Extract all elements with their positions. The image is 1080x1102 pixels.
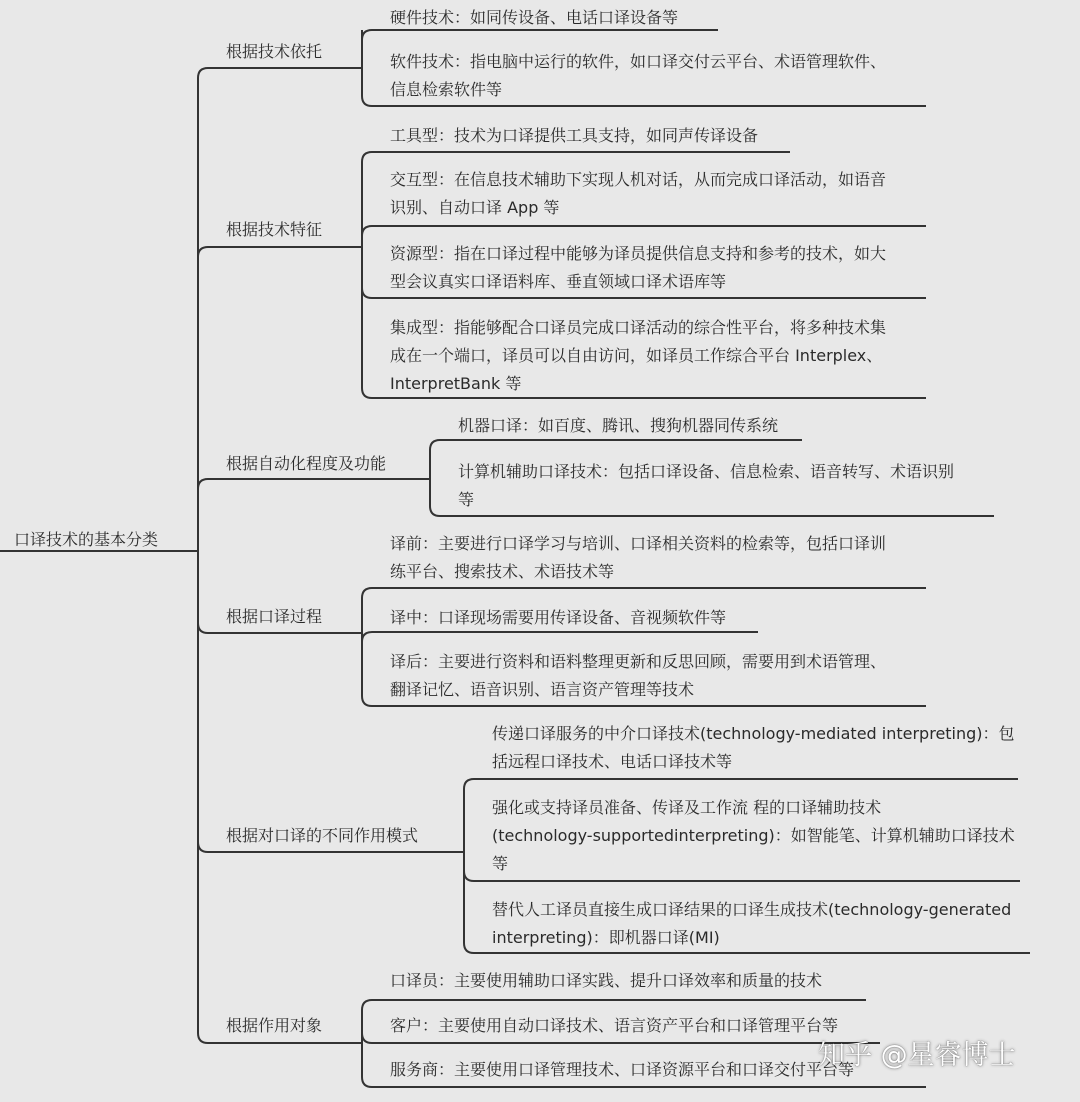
leaf-text: 等	[492, 854, 509, 873]
leaf-text: 信息检索软件等	[390, 80, 503, 99]
leaf-text: 计算机辅助口译技术：包括口译设备、信息检索、语音转写、术语识别	[458, 462, 955, 481]
leaf-text: 机器口译：如百度、腾讯、搜狗机器同传系统	[458, 416, 779, 435]
root-node: 口译技术的基本分类	[14, 530, 159, 549]
leaf-text: 强化或支持译员准备、传译及工作流 程的口译辅助技术	[492, 798, 882, 817]
leaf-text: (technology-supportedinterpreting)：如智能笔、计算机辅助口译技术	[492, 826, 1015, 845]
leaf-text: 练平台、搜索技术、术语技术等	[390, 562, 615, 581]
leaf-text: 替代人工译员直接生成口译结果的口译生成技术(technology-generated	[492, 900, 1012, 919]
leaf-text: 口译员：主要使用辅助口译实践、提升口译效率和质量的技术	[390, 971, 823, 990]
branch-label: 根据口译过程	[226, 607, 323, 626]
leaf-text: 软件技术：指电脑中运行的软件，如口译交付云平台、术语管理软件、	[390, 52, 887, 71]
leaf-text: 型会议真实口译语料库、垂直领域口译术语库等	[390, 272, 727, 291]
leaf-text: 成在一个端口，译员可以自由访问，如译员工作综合平台 Interplex、	[390, 346, 883, 365]
leaf-text: 交互型：在信息技术辅助下实现人机对话，从而完成口译活动，如语音	[390, 170, 887, 189]
leaf-text: 翻译记忆、语音识别、语言资产管理等技术	[390, 680, 695, 699]
leaf-text: 译前：主要进行口译学习与培训、口译相关资料的检索等，包括口译训	[390, 534, 887, 553]
leaf-text: 工具型：技术为口译提供工具支持，如同声传译设备	[390, 126, 759, 145]
leaf-text: InterpretBank 等	[390, 374, 522, 393]
leaf-text: 识别、自动口译 App 等	[390, 198, 560, 217]
leaf-underline	[464, 779, 1018, 789]
leaf-underline	[362, 1000, 866, 1010]
branch-connector	[198, 68, 362, 78]
leaf-text: 客户：主要使用自动口译技术、语言资产平台和口译管理平台等	[390, 1016, 839, 1035]
leaf-underline	[430, 440, 802, 450]
watermark: 知乎 @星睿博士	[818, 1040, 1016, 1071]
branch-label: 根据对口译的不同作用模式	[226, 826, 419, 845]
leaf-text: 集成型：指能够配合口译员完成口译活动的综合性平台，将多种技术集	[390, 318, 887, 337]
leaf-underline	[362, 632, 758, 642]
branch-label: 根据技术依托	[226, 42, 323, 61]
leaf-text: 译后：主要进行资料和语料整理更新和反思回顾，需要用到术语管理、	[390, 652, 887, 671]
branch-connector	[198, 247, 362, 257]
branch-label: 根据作用对象	[226, 1016, 323, 1035]
leaf-underline	[464, 871, 1020, 881]
leaf-text: 传递口译服务的中介口译技术(technology-mediated interpreting)：包	[492, 724, 1015, 743]
leaf-text: 等	[458, 490, 475, 509]
leaf-underline	[362, 588, 926, 598]
leaf-text: 服务商：主要使用口译管理技术、口译资源平台和口译交付平台等	[390, 1060, 855, 1079]
leaf-text: interpreting)：即机器口译(MI)	[492, 928, 720, 947]
leaf-text: 资源型：指在口译过程中能够为译员提供信息支持和参考的技术，如大	[390, 244, 887, 263]
leaf-underline	[430, 506, 994, 516]
branch-connector	[198, 479, 430, 489]
leaf-text: 硬件技术：如同传设备、电话口译设备等	[390, 8, 679, 27]
leaf-text: 译中：口译现场需要用传译设备、音视频软件等	[390, 608, 727, 627]
leaf-text: 括远程口译技术、电话口译技术等	[492, 752, 733, 771]
leaf-underline	[362, 226, 926, 236]
branch-label: 根据自动化程度及功能	[226, 454, 387, 473]
branch-label: 根据技术特征	[226, 220, 323, 239]
leaf-underline	[362, 152, 790, 162]
